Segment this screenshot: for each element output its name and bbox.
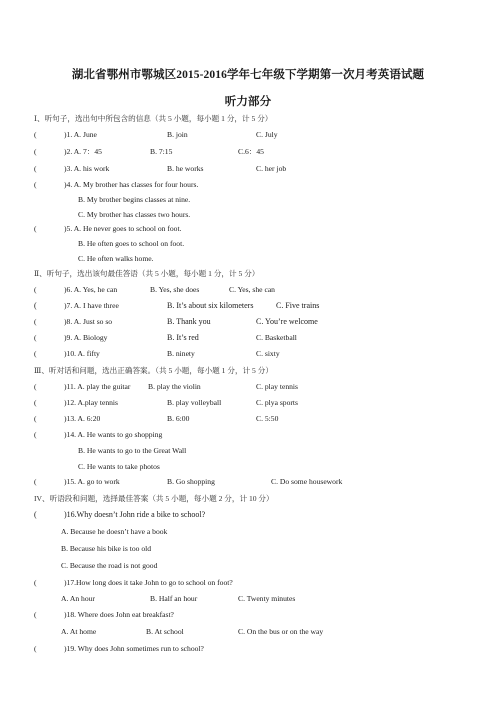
q18-b: B. At school (146, 627, 184, 636)
q2-c: C.6：45 (238, 147, 264, 156)
q8-c: C. You’re welcome (256, 317, 318, 326)
q12-a: )12. A.play tennis (64, 398, 118, 407)
q6-c: C. Yes, she can (229, 285, 275, 294)
q3-a: )3. A. his work (64, 164, 110, 173)
q14-b: B. He wants to go to the Great Wall (78, 446, 187, 455)
section-3-heading: Ⅲ、听对话和问题，选出正确答案。（共 5 小题，每小题 1 分，计 5 分） (34, 366, 273, 375)
q3-b: B. he works (167, 164, 204, 173)
q18-question: )18. Where does John eat breakfast? (64, 610, 174, 619)
answer-paren: ( (34, 382, 37, 391)
q4-a: )4. A. My brother has classes for four hours. (64, 180, 199, 189)
q2-a: )2. A. 7：45 (64, 147, 102, 156)
q15-b: B. Go shopping (167, 477, 215, 486)
q8-b: B. Thank you (167, 317, 211, 326)
q17-a: A. An hour (61, 594, 95, 603)
q16-a: A. Because he doesn’t have a book (61, 527, 168, 536)
q7-c: C. Five trains (276, 301, 320, 310)
q13-a: )13. A. 6:20 (64, 414, 101, 423)
answer-paren: ( (34, 578, 37, 587)
answer-paren: ( (34, 285, 37, 294)
q17-question: )17.How long does it take John to go to school on foot? (64, 578, 233, 587)
q9-a: )9. A. Biology (64, 333, 108, 342)
q5-b: B. He often goes to school on foot. (78, 239, 185, 248)
q15-c: C. Do some housework (271, 477, 343, 486)
q17-c: C. Twenty minutes (238, 594, 296, 603)
q11-a: )11. A. play the guitar (64, 382, 131, 391)
q6-a: )6. A. Yes, he can (64, 285, 118, 294)
q6-b: B. Yes, she does (150, 285, 200, 294)
q5-a: )5. A. He never goes to school on foot. (64, 224, 182, 233)
q16-question: )16.Why doesn’t John ride a bike to school? (64, 510, 206, 519)
q4-c: C. My brother has classes two hours. (78, 210, 191, 219)
q11-b: B. play the violin (148, 382, 201, 391)
answer-paren: ( (34, 333, 37, 342)
answer-paren: ( (34, 349, 37, 358)
q15-a: )15. A. go to work (64, 477, 120, 486)
q8-a: )8. A. Just so so (64, 317, 113, 326)
answer-paren: ( (34, 301, 37, 310)
answer-paren: ( (34, 610, 37, 619)
q14-c: C. He wants to take photos (78, 462, 160, 471)
page-subtitle: 听力部分 (224, 96, 272, 108)
q10-c: C. sixty (256, 349, 280, 358)
q1-a: )1. A. June (64, 130, 97, 139)
q16-c: C. Because the road is not good (61, 561, 158, 570)
answer-paren: ( (34, 510, 37, 519)
q7-b: B. It’s about six kilometers (167, 301, 254, 310)
answer-paren: ( (34, 147, 37, 156)
q13-c: C. 5:50 (256, 414, 279, 423)
answer-paren: ( (34, 477, 37, 486)
q5-c: C. He often walks home. (78, 254, 154, 263)
section-2-heading: Ⅱ、听句子，选出该句最佳答语（共 5 小题，每小题 1 分，计 5 分） (34, 269, 260, 278)
q9-c: C. Basketball (256, 333, 297, 342)
q3-c: C. her job (256, 164, 287, 173)
answer-paren: ( (34, 398, 37, 407)
section-4-heading: IV、听语段和问题，选择最佳答案（共 5 小题，每小题 2 分，计 10 分） (34, 494, 274, 503)
answer-paren: ( (34, 180, 37, 189)
q1-b: B. join (167, 130, 188, 139)
q16-b: B. Because his bike is too old (61, 544, 152, 553)
answer-paren: ( (34, 317, 37, 326)
q14-a: )14. A. He wants to go shopping (64, 430, 163, 439)
q12-c: C. plya sports (256, 398, 298, 407)
q1-c: C. July (256, 130, 278, 139)
answer-paren: ( (34, 130, 37, 139)
q10-b: B. ninety (167, 349, 195, 358)
q19-question: )19. Why does John sometimes run to school? (64, 644, 204, 653)
q4-b: B. My brother begins classes at nine. (78, 195, 191, 204)
answer-paren: ( (34, 644, 37, 653)
q17-b: B. Half an hour (150, 594, 198, 603)
q2-b: B. 7:15 (150, 147, 173, 156)
q13-b: B. 6:00 (167, 414, 190, 423)
section-1-heading: Ⅰ、听句子，选出句中所包含的信息（共 5 小题，每小题 1 分，计 5 分） (34, 114, 273, 123)
page-title: 湖北省鄂州市鄂城区2015-2016学年七年级下学期第一次月考英语试题 (71, 69, 425, 81)
answer-paren: ( (34, 164, 37, 173)
q10-a: )10. A. fifty (64, 349, 100, 358)
answer-paren: ( (34, 224, 37, 233)
q12-b: B. play volleyball (167, 398, 222, 407)
q7-a: )7. A. I have three (64, 301, 119, 310)
answer-paren: ( (34, 414, 37, 423)
q18-c: C. On the bus or on the way (238, 627, 324, 636)
answer-paren: ( (34, 430, 37, 439)
q11-c: C. play tennis (256, 382, 298, 391)
q18-a: A. At home (61, 627, 97, 636)
q9-b: B. It’s red (167, 333, 199, 342)
